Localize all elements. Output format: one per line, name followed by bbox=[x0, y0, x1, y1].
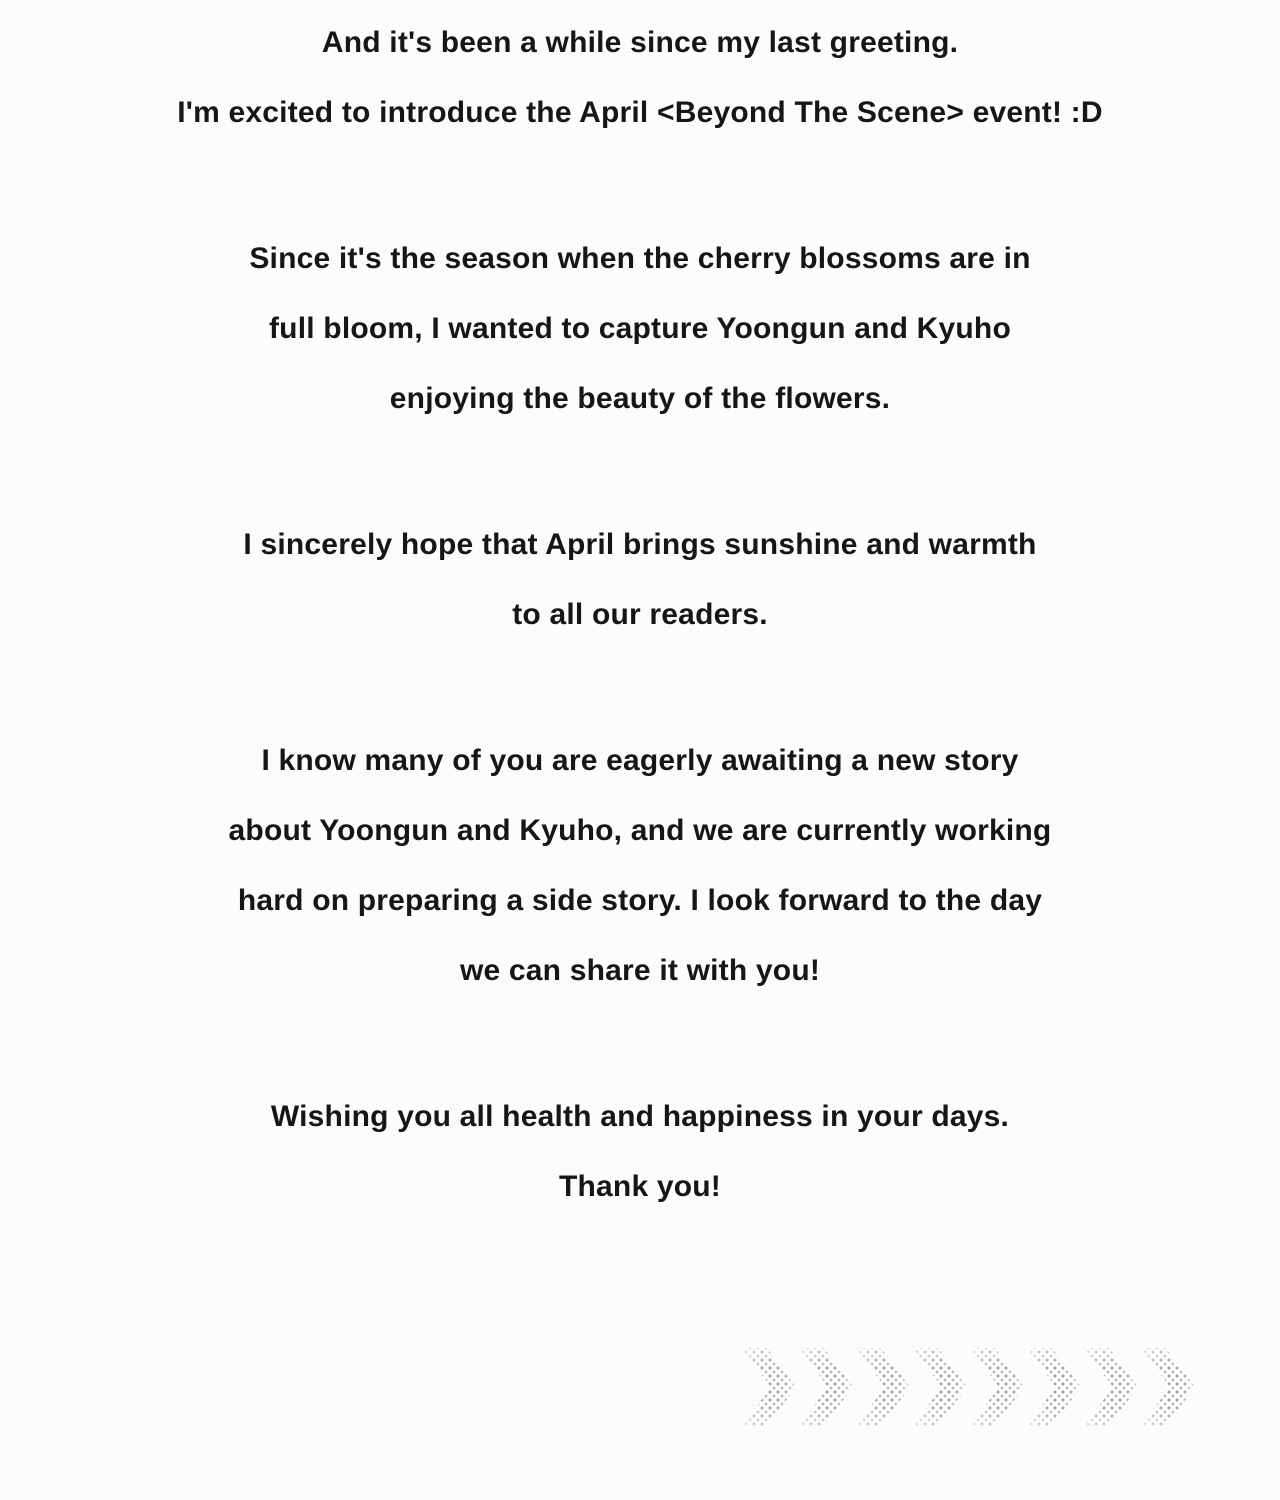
chevron-right-icon bbox=[742, 1348, 796, 1426]
text-line: I'm excited to introduce the April <Beyond The Scene> event! :D bbox=[177, 96, 1103, 129]
chevron-right-icon bbox=[913, 1348, 967, 1426]
text-line: about Yoongun and Kyuho, and we are currently working bbox=[228, 814, 1052, 847]
paragraph-april-wish bbox=[0, 510, 1280, 650]
chevron-right-icon bbox=[1141, 1348, 1195, 1426]
text-line: Since it's the season when the cherry blossoms are in bbox=[249, 242, 1031, 275]
paragraph-closing bbox=[0, 1082, 1280, 1222]
text-line: enjoying the beauty of the flowers. bbox=[389, 382, 891, 415]
text-line: hard on preparing a side story. I look forward to the day bbox=[237, 884, 1043, 917]
text-line: I sincerely hope that April brings sunshine and warmth bbox=[243, 528, 1037, 561]
text-line: I know many of you are eagerly awaiting a new story bbox=[261, 744, 1019, 777]
text-line: Thank you! bbox=[558, 1170, 721, 1203]
chevron-right-icon bbox=[1027, 1348, 1081, 1426]
chevron-right-icon bbox=[799, 1348, 853, 1426]
text-line: full bloom, I wanted to capture Yoongun and Kyuho bbox=[268, 312, 1011, 345]
text-line: we can share it with you! bbox=[459, 954, 821, 987]
paragraph-greeting bbox=[0, 8, 1280, 148]
paragraph-side-story bbox=[0, 726, 1280, 1006]
paragraph-cherry-blossoms bbox=[0, 224, 1280, 434]
chevron-right-icon bbox=[1084, 1348, 1138, 1426]
chevron-arrows bbox=[0, 1348, 1280, 1426]
text-line: And it's been a while since my last greeting. bbox=[321, 26, 959, 59]
text-line: to all our readers. bbox=[512, 598, 768, 631]
chevron-right-icon bbox=[970, 1348, 1024, 1426]
text-line: Wishing you all health and happiness in your days. bbox=[270, 1100, 1010, 1133]
chevron-right-icon bbox=[856, 1348, 910, 1426]
